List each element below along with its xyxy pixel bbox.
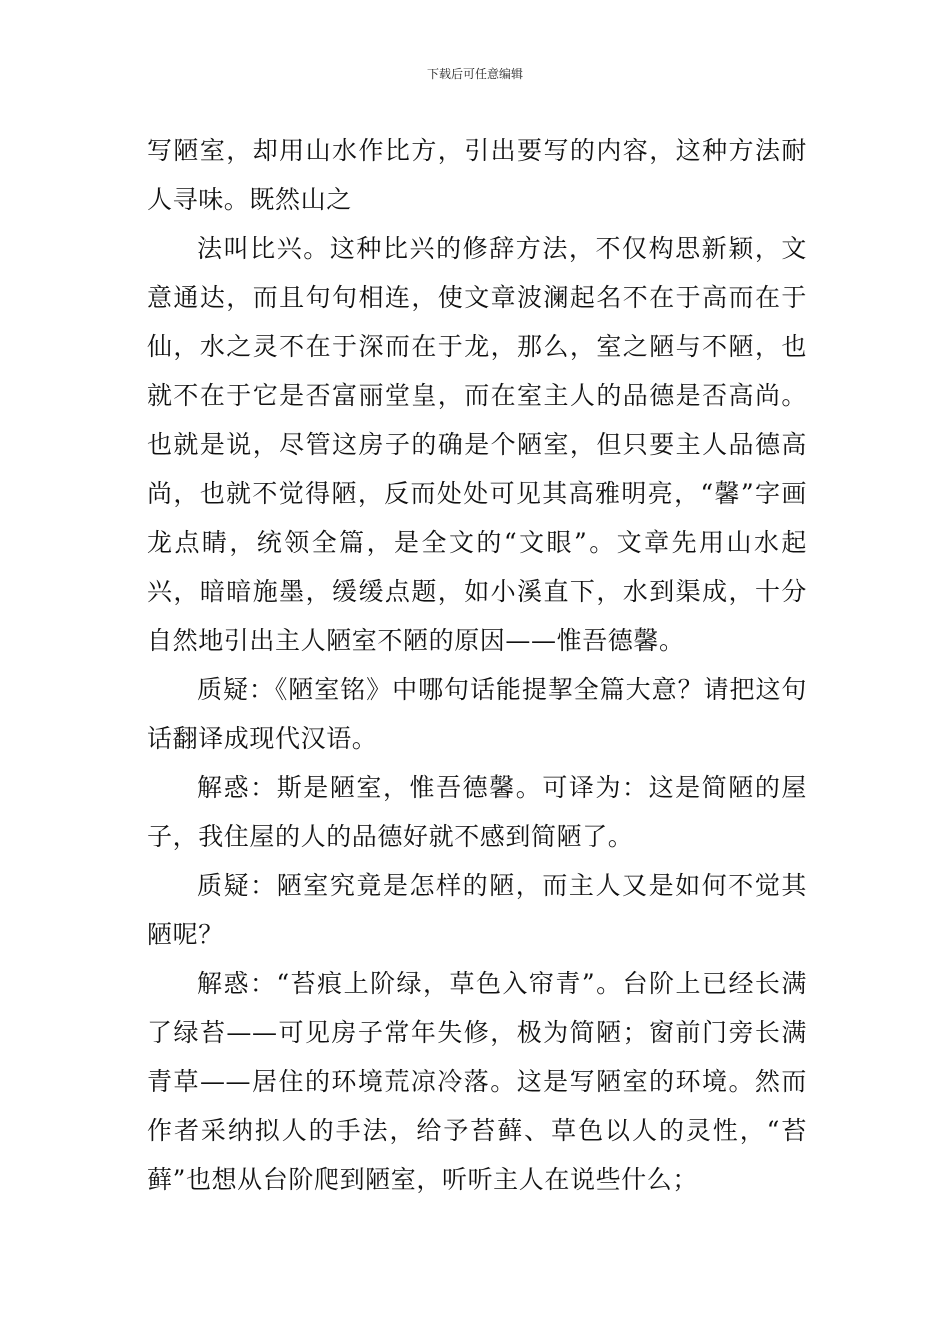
paragraph-question-1: 质疑：《陋室铭》中哪句话能提挈全篇大意？请把这句话翻译成现代汉语。 <box>147 675 807 753</box>
document-body <box>147 126 807 1204</box>
paragraph-continuation: 写陋室，却用山水作比方，引出要写的内容，这种方法耐人寻味。既然山之 <box>147 136 807 214</box>
paragraph-question-2: 质疑：陋室究竟是怎样的陋，而主人又是如何不觉其陋呢？ <box>147 871 807 949</box>
paragraph-answer-2: 解惑：“苔痕上阶绿，草色入帘青”。台阶上已经长满了绿苔——可见房子常年失修，极为简陋；窗前门旁长满青草——居住的环境荒凉冷落。这是写陋室的环境。然而作者采纳拟人的手法，给予苔藓、草色以人的灵性，“苔藓”也想从台阶爬到陋室，听听主人在说些什么； <box>147 969 807 1194</box>
paragraph-bixing: 法叫比兴。这种比兴的修辞方法，不仅构思新颖，文意通达，而且句句相连，使文章波澜起名不在于高而在于仙，水之灵不在于深而在于龙，那么，室之陋与不陋，也就不在于它是否富丽堂皇，而在室主人的品德是否高尚。也就是说，尽管这房子的确是个陋室，但只要主人品德高尚，也就不觉得陋，反而处处可见其高雅明亮，“馨”字画龙点睛，统领全篇，是全文的“文眼”。文章先用山水起兴，暗暗施墨，缓缓点题，如小溪直下，水到渠成，十分自然地引出主人陋室不陋的原因——惟吾德馨。 <box>147 234 807 655</box>
page-header: 下载后可任意编辑 <box>426 67 523 81</box>
paragraph-answer-1: 解惑：斯是陋室，惟吾德馨。可译为：这是简陋的屋子，我住屋的人的品德好就不感到简陋了。 <box>147 773 807 851</box>
